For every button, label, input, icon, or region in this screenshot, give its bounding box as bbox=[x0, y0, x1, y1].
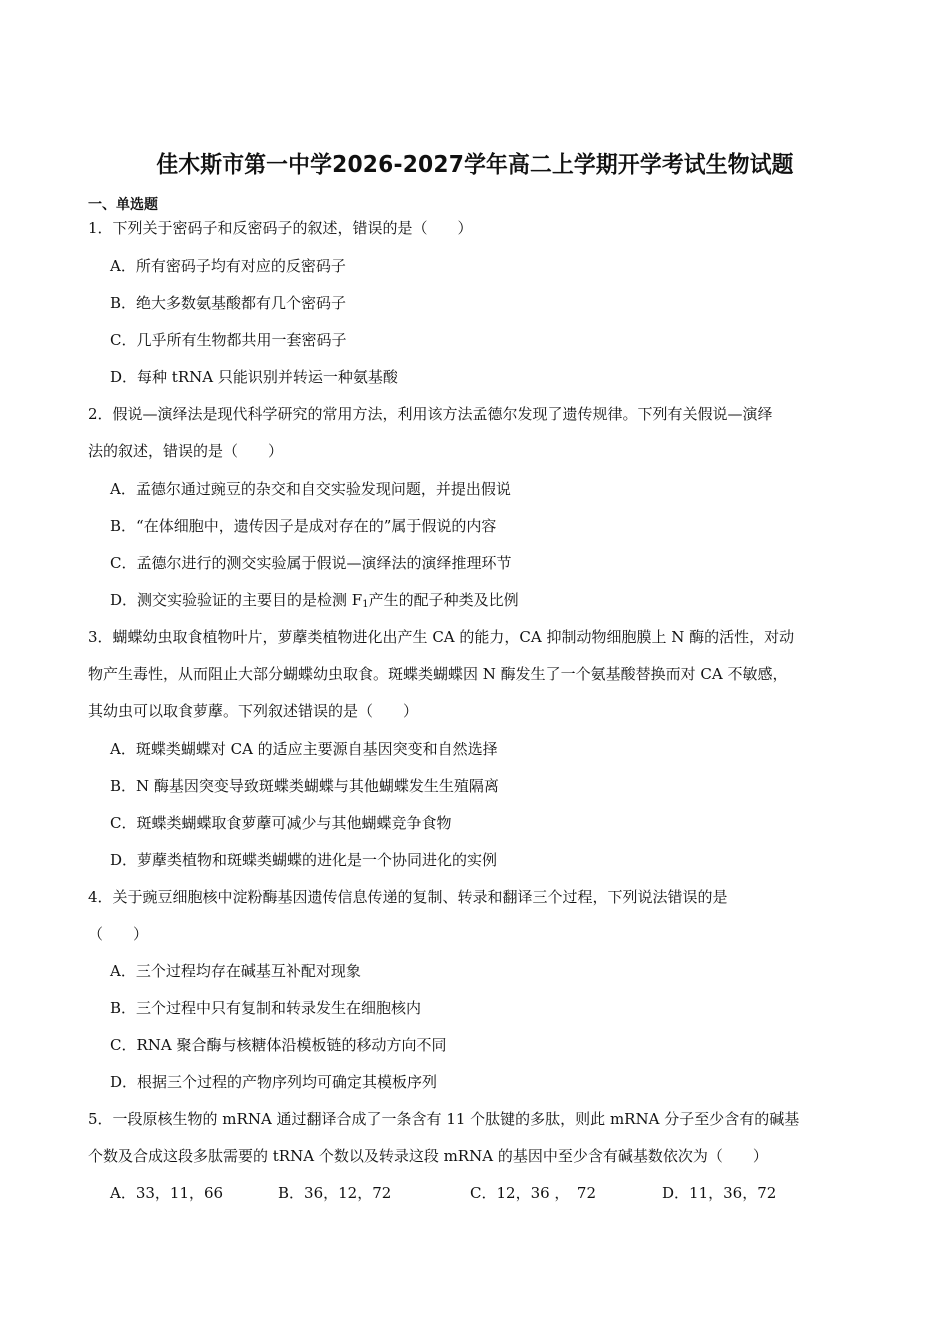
question-4-option-c: C．RNA 聚合酶与核糖体沿模板链的移动方向不同 bbox=[110, 1036, 447, 1054]
question-1-option-b: B．绝大多数氨基酸都有几个密码子 bbox=[110, 294, 347, 312]
question-2-stem-line-2: 法的叙述，错误的是（ ） bbox=[88, 442, 284, 460]
question-4-option-b: B．三个过程中只有复制和转录发生在细胞核内 bbox=[110, 999, 422, 1017]
question-2-option-a: A．孟德尔通过豌豆的杂交和自交实验发现问题，并提出假说 bbox=[110, 480, 511, 498]
question-1-option-a: A．所有密码子均有对应的反密码子 bbox=[110, 257, 346, 275]
exam-title: 佳木斯市第一中学2026-2027学年高二上学期开学考试生物试题 bbox=[156, 152, 794, 178]
question-1-stem: 1．下列关于密码子和反密码子的叙述，错误的是（ ） bbox=[88, 219, 473, 237]
question-2-option-d bbox=[110, 590, 519, 615]
question-3-option-d: D．萝藦类植物和斑蝶类蝴蝶的进化是一个协同进化的实例 bbox=[110, 851, 498, 869]
question-5-option-a: A．33，11，66 bbox=[110, 1184, 224, 1202]
question-2-option-b: B．“在体细胞中，遗传因子是成对存在的”属于假说的内容 bbox=[110, 517, 497, 535]
question-2-option-d-text-end: 产生的配子种类及比例 bbox=[368, 591, 519, 609]
question-4-option-d: D．根据三个过程的产物序列均可确定其模板序列 bbox=[110, 1073, 438, 1091]
question-1-option-c: C．几乎所有生物都共用一套密码子 bbox=[110, 331, 347, 349]
question-3-stem-line-2: 物产生毒性，从而阻止大部分蝴蝶幼虫取食。斑蝶类蝴蝶因 N 酶发生了一个氨基酸替换而对 CA 不敏感， bbox=[88, 665, 788, 683]
question-5-option-d: D．11，36，72 bbox=[662, 1184, 777, 1202]
question-5-option-b: B．36，12，72 bbox=[278, 1184, 392, 1202]
question-3-stem-line-3: 其幼虫可以取食萝藦。下列叙述错误的是（ ） bbox=[88, 702, 419, 720]
question-2-option-c: C．孟德尔进行的测交实验属于假说—演绎法的演绎推理环节 bbox=[110, 554, 512, 572]
question-3-option-c: C．斑蝶类蝴蝶取食萝藦可减少与其他蝴蝶竞争食物 bbox=[110, 814, 452, 832]
question-2-option-d-text: D．测交实验验证的主要目的是检测 F bbox=[110, 591, 363, 609]
question-5-stem-line-1: 5．一段原核生物的 mRNA 通过翻译合成了一条含有 11 个肽键的多肽，则此 mRNA 分子至少含有的碱基 bbox=[88, 1110, 800, 1128]
question-4-stem-line-2: （ ） bbox=[88, 925, 149, 943]
question-3-stem-line-1: 3．蝴蝶幼虫取食植物叶片，萝藦类植物进化出产生 CA 的能力，CA 抑制动物细胞膜上 N 酶的活性，对动 bbox=[88, 628, 795, 646]
question-1-option-d: D．每种 tRNA 只能识别并转运一种氨基酸 bbox=[110, 368, 398, 386]
section-heading: 一、单选题 bbox=[88, 197, 158, 213]
question-3-option-b: B．N 酶基因突变导致斑蝶类蝴蝶与其他蝴蝶发生生殖隔离 bbox=[110, 777, 499, 795]
question-2-stem-line-1: 2．假说—演绎法是现代科学研究的常用方法，利用该方法孟德尔发现了遗传规律。下列有关假说—演绎 bbox=[88, 405, 773, 423]
question-5-stem-line-2: 个数及合成这段多肽需要的 tRNA 个数以及转录这段 mRNA 的基因中至少含有碱基数依次为（ ） bbox=[88, 1147, 768, 1165]
question-3-option-a: A．斑蝶类蝴蝶对 CA 的适应主要源自基因突变和自然选择 bbox=[110, 740, 498, 758]
subscript-1: 1 bbox=[362, 599, 369, 610]
question-4-stem-line-1: 4．关于豌豆细胞核中淀粉酶基因遗传信息传递的复制、转录和翻译三个过程，下列说法错误的是 bbox=[88, 888, 728, 906]
question-4-option-a: A．三个过程均存在碱基互补配对现象 bbox=[110, 962, 361, 980]
question-5-option-c: C．12，36 ， 72 bbox=[470, 1184, 597, 1202]
